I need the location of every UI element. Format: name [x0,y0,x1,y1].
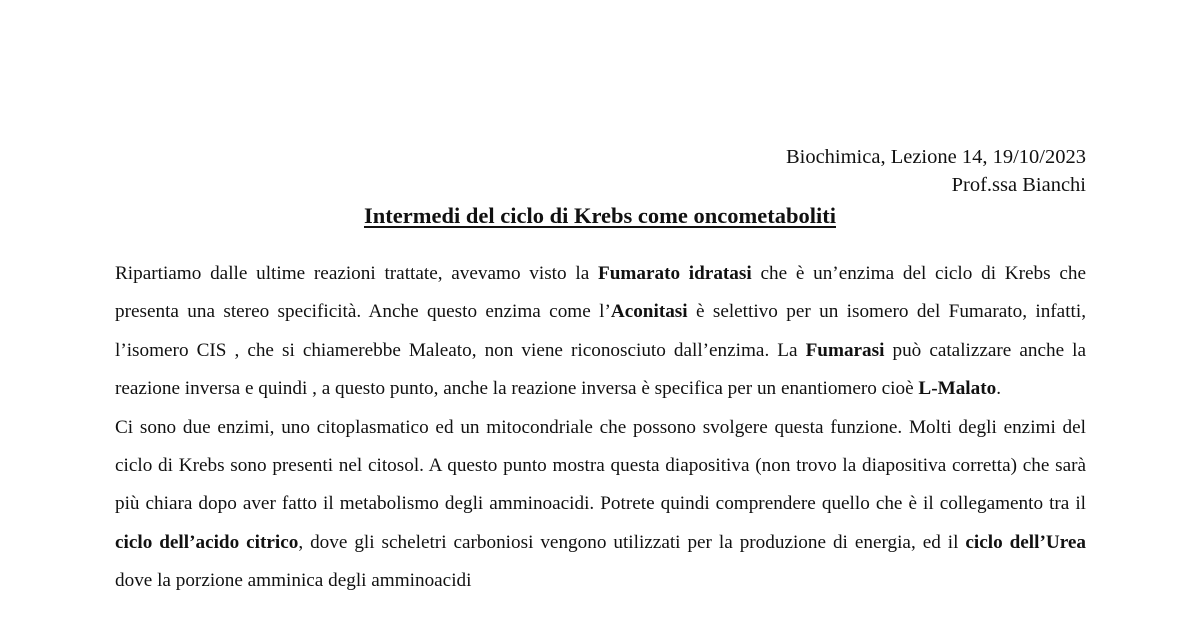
text-run: Ripartiamo dalle ultime reazioni trattate, avevamo visto la [115,263,598,284]
document-body [115,255,1086,601]
text-run: che è un’enzima del ciclo di Krebs che presenta una stereo specificità. Anche questo enzima come l’ [115,263,1086,323]
text-run: dove la porzione amminica degli amminoacidi [115,570,472,592]
paragraph-2 [115,409,1086,601]
text-run: può catalizzare anche la reazione inversa e quindi , a questo punto, anche la reazione inversa è specifica per un enantiomero cioè [115,339,1086,400]
bold-term-l-malato: L-Malato [918,378,997,400]
bold-term-ciclo-urea: ciclo dell’Urea [965,531,1086,553]
professor-line: Prof.ssa Bianchi [951,174,1086,196]
text-run: . [996,378,1002,400]
course-lecture-line: Biochimica, Lezione 14, 19/10/2023 [785,146,1086,168]
text-run: Ci sono due enzimi, uno citoplasmatico ed un mitocondriale che possono svolgere questa funzione. Molti degli enzimi del ciclo di Krebs sono presenti nel citosol. A questo punto mostra questa diapositiva (non trovo la diapositiva corretta) che sarà più chiara dopo aver fatto il metabolismo degli amminoacidi. Potrete quindi comprendere quello che è il collegamento tra il [115,416,1086,515]
bold-term-aconitasi: Aconitasi [610,301,688,323]
text-run: è selettivo per un isomero del Fumarato, infatti, l’isomero CIS , che si chiamerebbe Maleato, non viene riconosciuto dall’enzima. La [115,301,1086,361]
document-title: Intermedi del ciclo di Krebs come oncometaboliti [363,203,836,228]
document-header [786,143,1086,199]
bold-term-ciclo-acido-citrico: ciclo dell’acido citrico [115,531,299,553]
bold-term-fumarato-idratasi: Fumarato idratasi [597,263,752,284]
paragraph-1 [115,255,1086,409]
bold-term-fumarasi: Fumarasi [805,339,885,361]
text-run: , dove gli scheletri carboniosi vengono utilizzati per la produzione di energia, ed il [298,531,966,553]
